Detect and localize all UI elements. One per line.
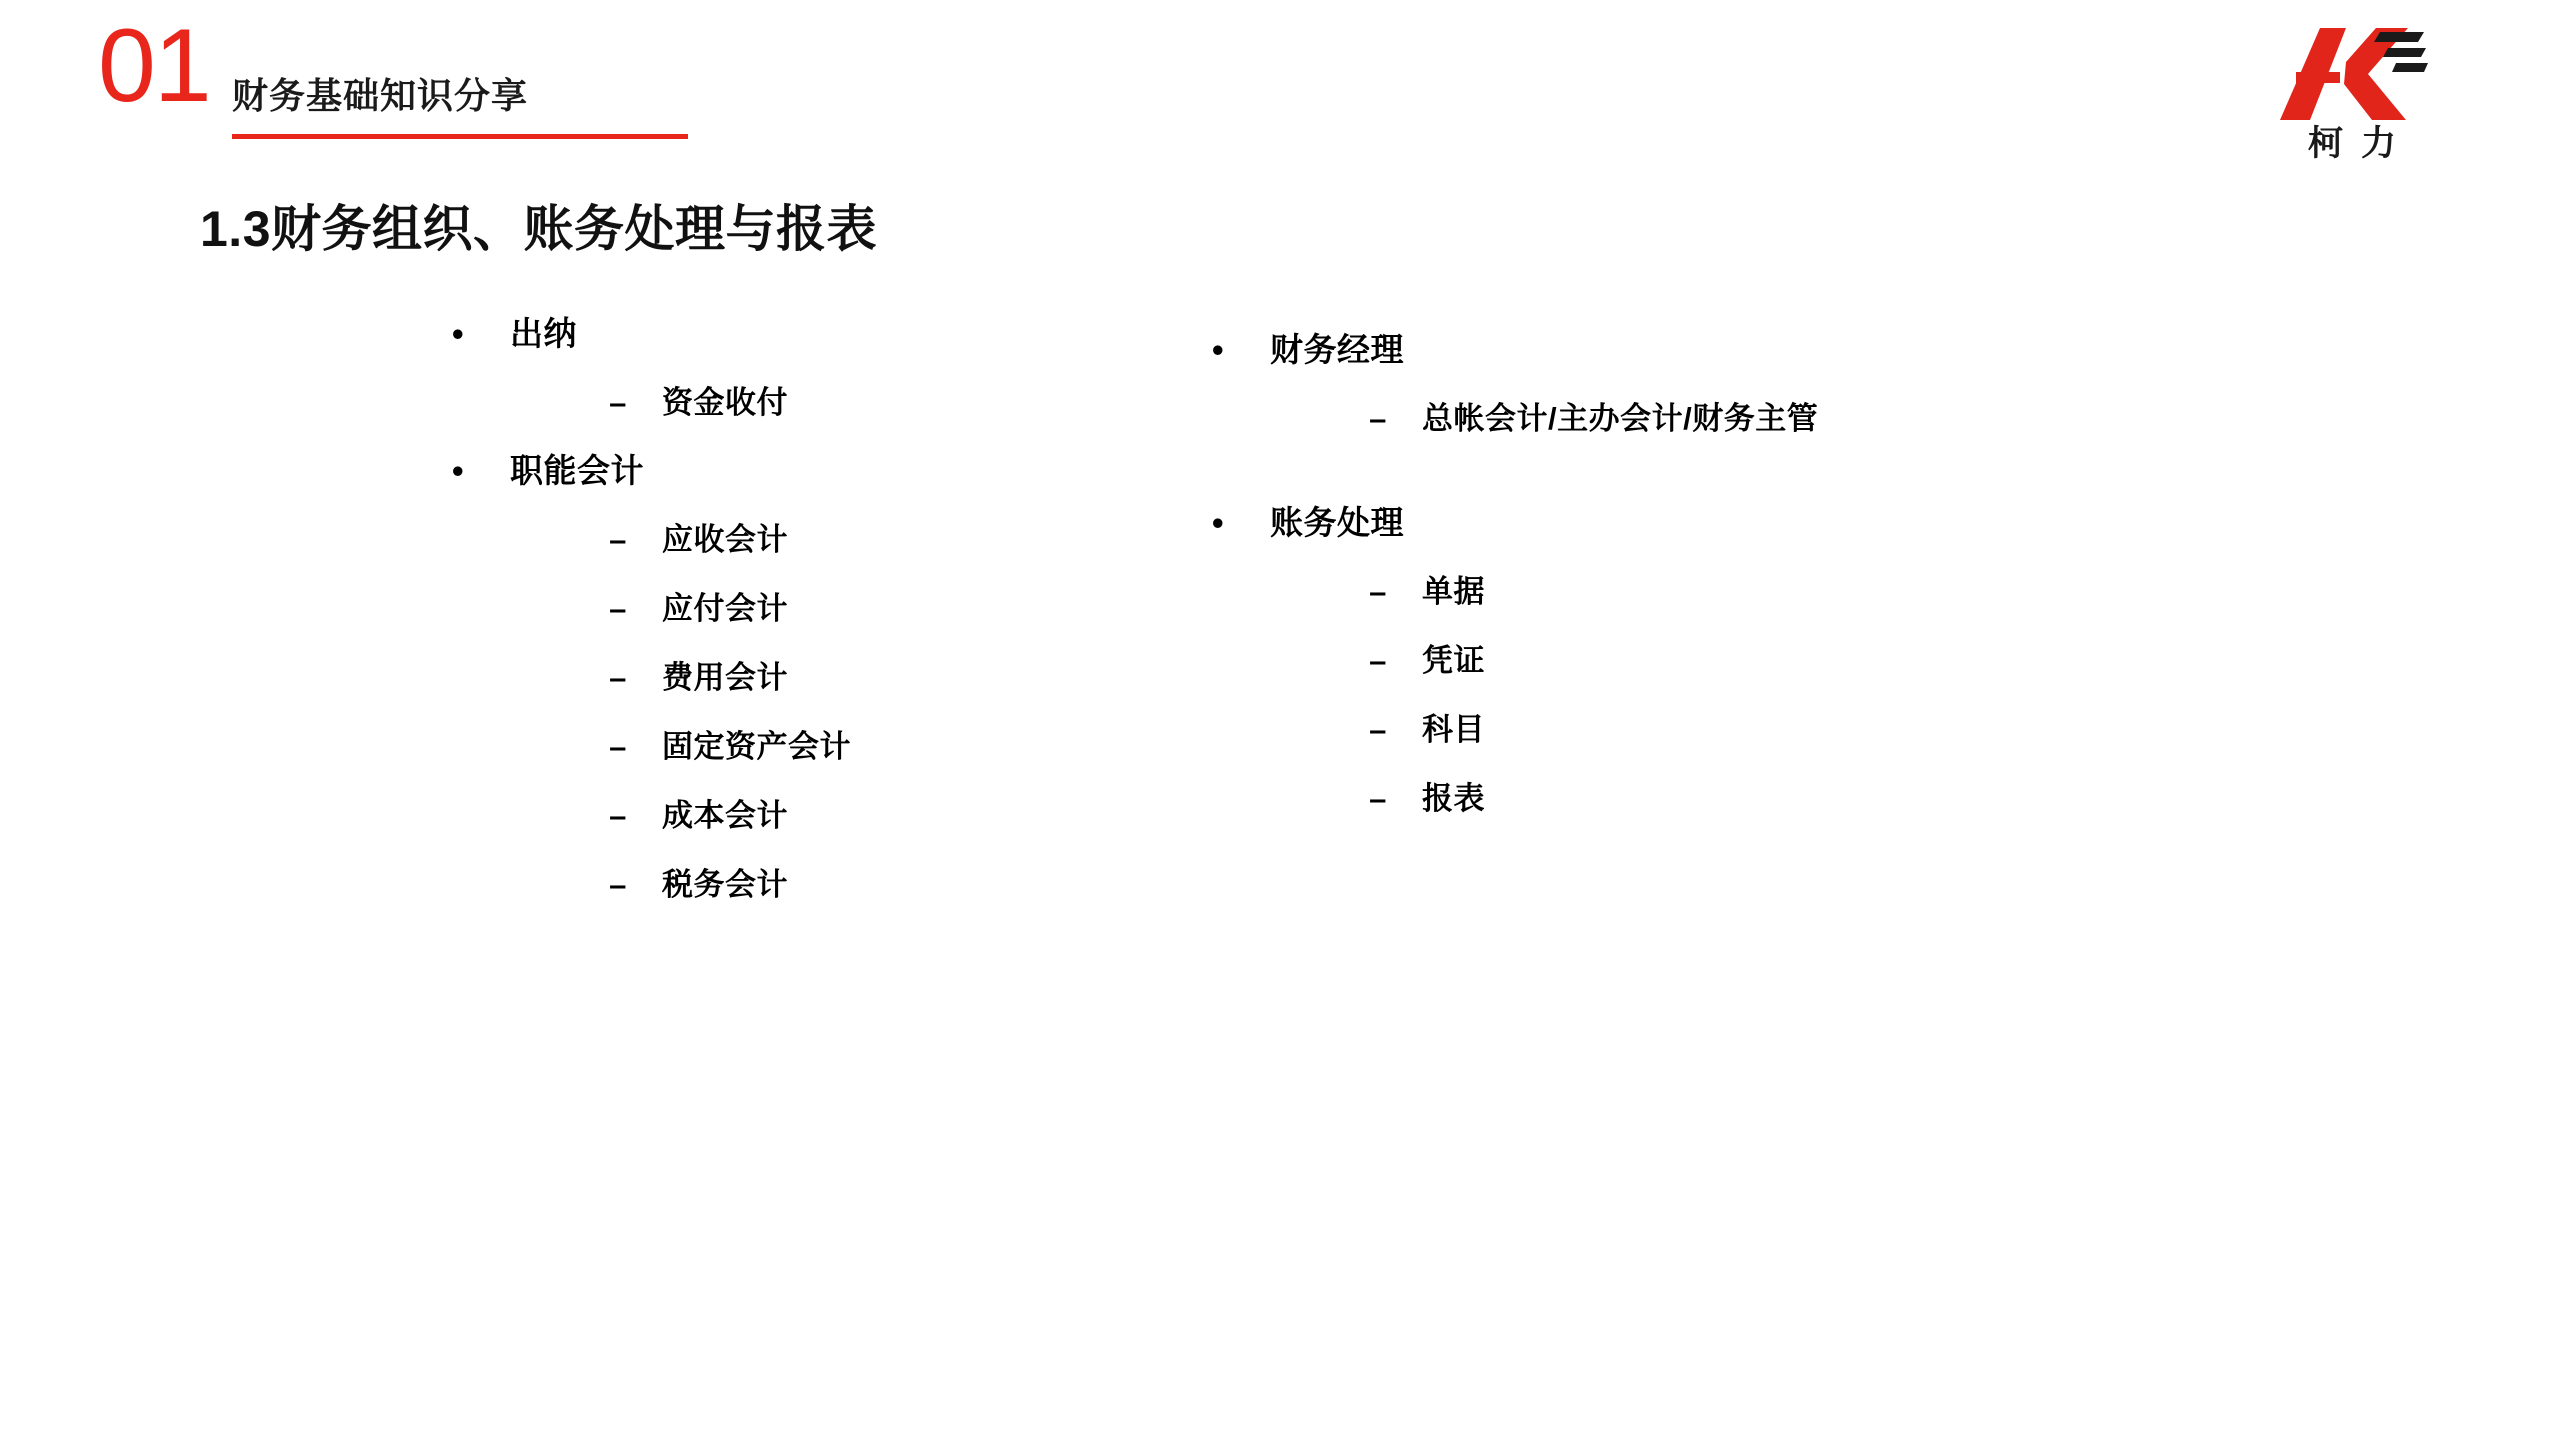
- list-item: [430, 437, 1190, 919]
- list-item: [1270, 626, 2090, 695]
- bullet-dash-icon: –: [1369, 401, 1387, 436]
- bullet-dot-icon: •: [1211, 331, 1225, 368]
- bullet-dash-icon: –: [1369, 574, 1387, 609]
- sub-bullet-list: [1270, 557, 2090, 833]
- bullet-dash-icon: –: [1369, 643, 1387, 678]
- page-title: 1.3财务组织、账务处理与报表: [200, 201, 878, 257]
- list-item: [1270, 557, 2090, 626]
- content-column-left: [430, 300, 1190, 919]
- list-item: [510, 712, 1190, 781]
- list-item-label: 科目: [1422, 712, 1485, 747]
- list-item-label: 资金收付: [662, 385, 788, 420]
- list-item: [510, 505, 1190, 574]
- list-item-label: 单据: [1422, 574, 1485, 609]
- list-item: [510, 574, 1190, 643]
- bullet-dash-icon: –: [609, 867, 627, 902]
- bullet-dash-icon: –: [609, 522, 627, 557]
- content-column-right: [1190, 300, 2090, 833]
- section-title: 财务基础知识分享: [232, 75, 529, 116]
- bullet-dot-icon: •: [451, 315, 465, 352]
- bullet-dash-icon: –: [609, 798, 627, 833]
- bullet-dash-icon: –: [1369, 712, 1387, 747]
- bullet-dot-icon: •: [1211, 504, 1225, 541]
- list-item: [510, 368, 1190, 437]
- list-item: [1190, 316, 2090, 453]
- brand-logo-text: 柯力: [2307, 124, 2414, 163]
- list-item-label: 税务会计: [662, 867, 788, 902]
- keli-logo-icon: [2276, 28, 2428, 120]
- bullet-list-right: [1190, 316, 2090, 833]
- slide-header: [0, 0, 2560, 190]
- list-gap-spacer: [1190, 453, 2090, 489]
- bullet-dash-icon: –: [1369, 781, 1387, 816]
- list-item-label: 成本会计: [662, 798, 788, 833]
- list-item: [1270, 384, 2090, 453]
- bullet-list-left: [430, 300, 1190, 919]
- header-underline-divider: [232, 134, 688, 139]
- list-item: [510, 781, 1190, 850]
- bullet-dash-icon: –: [609, 660, 627, 695]
- section-number: 01: [98, 8, 210, 124]
- list-item: [510, 643, 1190, 712]
- list-item: [1270, 695, 2090, 764]
- column-spacer: [1190, 300, 2090, 316]
- sub-bullet-list: [510, 368, 1190, 437]
- list-item-label: 凭证: [1422, 643, 1485, 678]
- list-item: [1190, 489, 2090, 833]
- list-item-label: 职能会计: [510, 452, 644, 489]
- list-item-label: 财务经理: [1270, 331, 1404, 368]
- list-item: [510, 850, 1190, 919]
- brand-logo: [2262, 28, 2442, 168]
- list-item-label: 应收会计: [662, 522, 788, 557]
- list-item-label: 报表: [1422, 781, 1485, 816]
- bullet-dash-icon: –: [609, 729, 627, 764]
- list-item: [1270, 764, 2090, 833]
- sub-bullet-list: [1270, 384, 2090, 453]
- list-item-label: 总帐会计/主办会计/财务主管: [1422, 401, 1819, 436]
- list-item-label: 固定资产会计: [662, 729, 851, 764]
- list-item-label: 费用会计: [662, 660, 788, 695]
- bullet-dash-icon: –: [609, 385, 627, 420]
- sub-bullet-list: [510, 505, 1190, 919]
- list-item-label: 出纳: [510, 315, 577, 352]
- bullet-dash-icon: –: [609, 591, 627, 626]
- bullet-dot-icon: •: [451, 452, 465, 489]
- list-item-label: 应付会计: [662, 591, 788, 626]
- list-item: [430, 300, 1190, 437]
- list-item-label: 账务处理: [1270, 504, 1404, 541]
